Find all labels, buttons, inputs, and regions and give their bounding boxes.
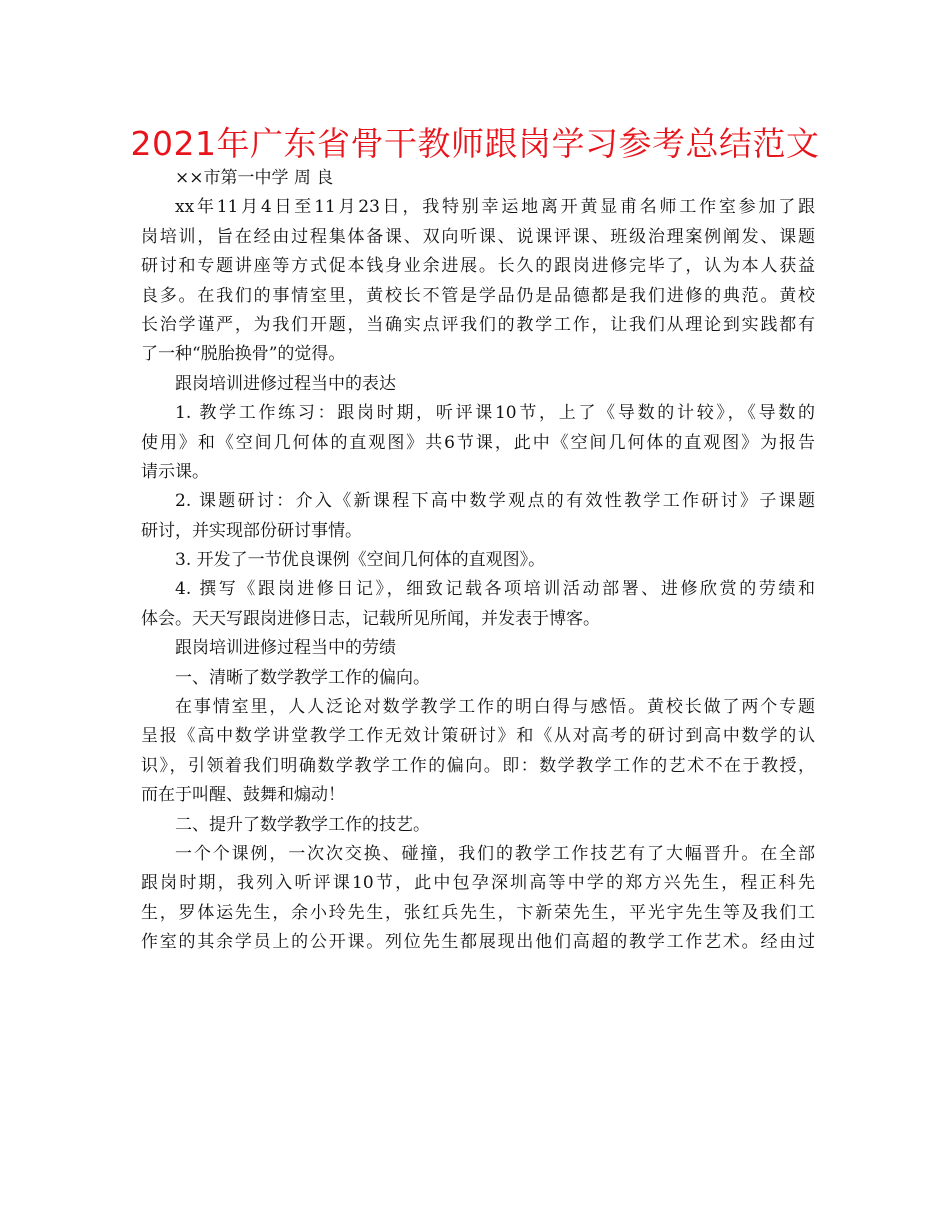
paragraph-line: 呈报《高中数学讲堂教学工作无效计策研讨》和《从对高考的研讨到高中数学的认 [141,726,815,747]
paragraph-line: 而在于叫醒、鼓舞和煽动！ [141,785,345,806]
list-item-line: 3. 开发了一节优良课例《空间几何体的直观图》。 [175,550,546,571]
section-heading: 跟岗培训进修过程当中的劳绩 [175,638,396,659]
paragraph-line: 识》，引领着我们明确数学教学工作的偏向。即：数学教学工作的艺术不在于教授， [141,755,815,776]
paragraph-line: 跟岗时期，我列入听评课10节，此中包孕深圳高等中学的郑方兴先生，程正科先 [141,873,815,894]
section-heading: 跟岗培训进修过程当中的表达 [175,373,396,394]
subsection-heading: 一、清晰了数学教学工作的偏向。 [175,667,430,688]
paragraph-line: 研讨和专题讲座等方式促本钱身业余进展。长久的跟岗进修完毕了，认为本人获益 [141,256,815,277]
paragraph-line: 一个个课例，一次次交换、碰撞，我们的教学工作技艺有了大幅晋升。在全部 [175,843,815,864]
paragraph-line: 了一种“脱胎换骨”的觉得。 [141,344,346,365]
paragraph-line: 作室的其余学员上的公开课。列位先生都展现出他们高超的教学工作艺术。经由过 [141,932,815,953]
list-item-line: 体会。天天写跟岗进修日志，记载所见所闻，并发表于博客。 [141,608,600,629]
list-item-line: 1. 教学工作练习：跟岗时期，听评课10节，上了《导数的计较》，《导数的 [175,403,815,424]
list-item-line: 4. 撰写《跟岗进修日记》，细致记载各项培训活动部署、进修欣赏的劳绩和 [175,579,815,600]
list-item-line: 使用》和《空间几何体的直观图》共6节课，此中《空间几何体的直观图》为报告 [141,432,815,453]
paragraph-line: 岗培训，旨在经由过程集体备课、双向听课、说课评课、班级治理案例阐发、课题 [141,226,815,247]
list-item-line: 研讨，并实现部份研讨事情。 [141,520,362,541]
author-line: ××市第一中学 周 良 [175,168,334,188]
paragraph-line: 在事情室里，人人泛论对数学教学工作的明白得与感悟。黄校长做了两个专题 [175,697,815,718]
document-body [141,164,815,958]
document-title: 2021年广东省骨干教师跟岗学习参考总结范文 [130,124,820,163]
paragraph-line: 良多。在我们的事情室里，黄校长不管是学品仍是品德都是我们进修的典范。黄校 [141,285,815,306]
list-item-line: 请示课。 [141,461,209,482]
paragraph-line: xx年11月4日至11月23日，我特别幸运地离开黄显甫名师工作室参加了跟 [175,197,815,218]
paragraph-line: 长治学谨严，为我们开题，当确实点评我们的教学工作，让我们从理论到实践都有 [141,314,815,335]
paragraph-line: 生，罗体运先生，余小玲先生，张红兵先生，卞新荣先生，平光宇先生等及我们工 [141,902,815,923]
subsection-heading: 二、提升了数学教学工作的技艺。 [175,814,430,835]
list-item-line: 2. 课题研讨：介入《新课程下高中数学观点的有效性教学工作研讨》子课题 [175,491,815,512]
